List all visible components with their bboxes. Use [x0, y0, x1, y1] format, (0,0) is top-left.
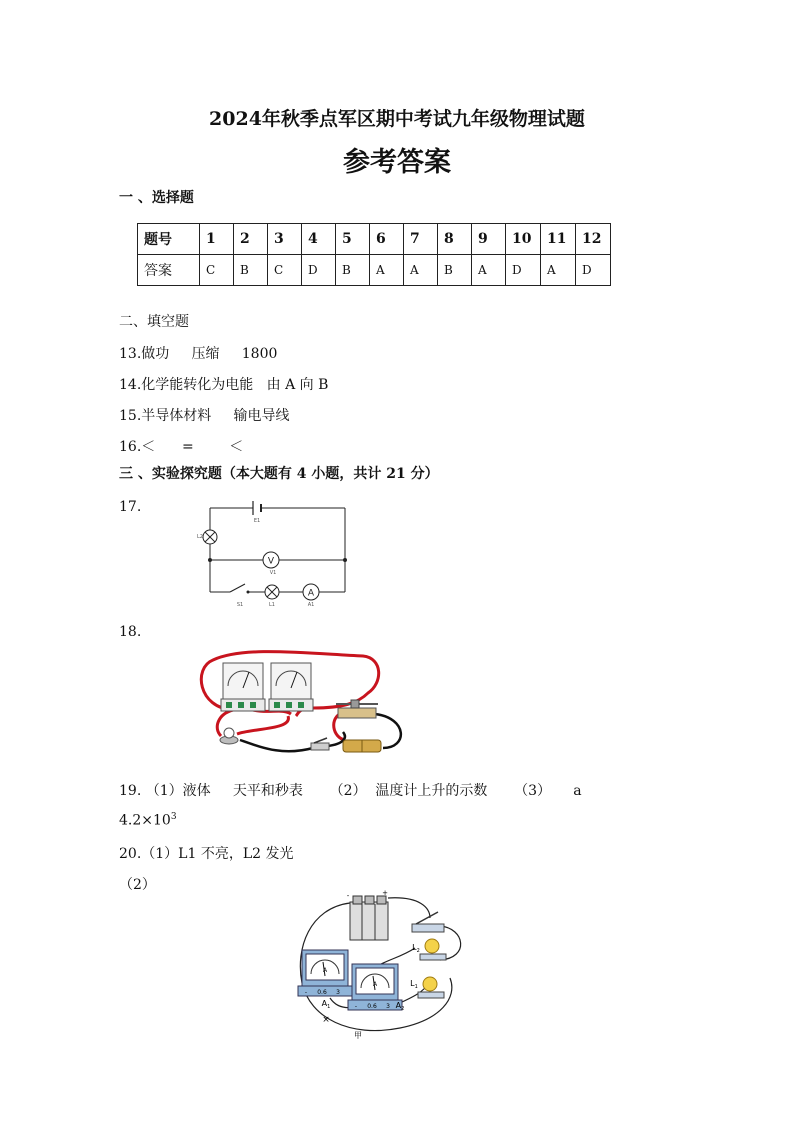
table-cell: B: [234, 255, 268, 286]
table-cell: 4: [302, 224, 336, 255]
section-2-heading: 二、填空题: [119, 314, 189, 330]
lamp-icon: [203, 530, 217, 544]
bulb-icon: [220, 728, 238, 744]
table-cell: 12: [576, 224, 611, 255]
table-row: [138, 224, 611, 255]
table-cell: 11: [541, 224, 576, 255]
table-cell: 8: [438, 224, 472, 255]
answer-20-line-2: （2）: [119, 877, 156, 893]
table-cell: C: [268, 255, 302, 286]
switch-icon: [311, 738, 329, 750]
ammeter-a2-subscript: 2: [401, 1006, 405, 1012]
circuit-picture-20: [290, 888, 474, 1048]
bulb-l2-label: [412, 943, 420, 954]
section-1-heading: 一 、选择题: [119, 190, 194, 206]
bulb-l1-subscript: 1: [414, 984, 418, 990]
table-cell: D: [576, 255, 611, 286]
a2-minus-terminal: -: [354, 1003, 358, 1010]
answer-17-label: 17.: [119, 499, 142, 515]
switch-label: S1: [236, 602, 244, 608]
table-cell: A: [404, 255, 438, 286]
a1-06-terminal: 0.6: [317, 989, 327, 996]
bulb-l2-icon: [420, 939, 446, 960]
table-cell: 10: [506, 224, 541, 255]
ammeter-symbol: A: [307, 588, 315, 599]
circuit-picture-18: [193, 648, 411, 760]
table-cell: 6: [370, 224, 404, 255]
battery-label: E1: [253, 518, 261, 524]
ammeter-a1-label: [322, 999, 331, 1010]
bulb-l2-letter: L: [412, 943, 417, 952]
answer-13: 13.做功 压缩 1800: [119, 346, 278, 362]
table-cell: 3: [268, 224, 302, 255]
cross-mark: ×: [322, 1015, 330, 1025]
bulb-l2-subscript: 2: [416, 948, 420, 954]
page-subtitle: 参考答案: [343, 147, 451, 178]
meter-icon: [269, 663, 313, 711]
ammeter-a2-letter: A: [395, 1001, 402, 1010]
bulb-l1-letter: L: [410, 979, 415, 988]
ammeter-a1-subscript: 1: [327, 1004, 331, 1010]
table-cell: D: [506, 255, 541, 286]
circuit-diagram-17: [190, 492, 360, 612]
page-title: 2024年秋季点军区期中考试九年级物理试题: [209, 108, 585, 130]
table-cell: 7: [404, 224, 438, 255]
bulb-l1-icon: [418, 977, 444, 998]
answer-14: 14.化学能转化为电能 由 A 向 B: [119, 377, 329, 393]
ammeter-icon: [303, 584, 319, 600]
voltmeter-label: V1: [269, 570, 277, 576]
switch-icon: [412, 912, 444, 932]
answer-16: 16.＜ = ＜: [119, 439, 244, 455]
battery-icon: [343, 740, 381, 752]
ammeter-a2-symbol: A: [372, 981, 378, 988]
table-cell: 5: [336, 224, 370, 255]
answer-19-value: 4.2×10: [119, 812, 171, 829]
figure-caption: 甲: [354, 1031, 362, 1040]
table-cell: A: [541, 255, 576, 286]
a2-06-terminal: 0.6: [367, 1003, 377, 1010]
answer-19-exponent: 3: [170, 812, 177, 822]
answer-15: 15.半导体材料 输电导线: [119, 408, 290, 424]
voltmeter-symbol: V: [267, 556, 275, 567]
battery-box-icon: [350, 896, 388, 940]
ammeter-a1-symbol: A: [322, 967, 328, 974]
ammeter-label: A1: [307, 602, 315, 608]
row-header: 答案: [138, 255, 200, 286]
lamp-l2-label: L2: [197, 534, 203, 540]
table-cell: A: [370, 255, 404, 286]
answer-18-label: 18.: [119, 624, 142, 640]
lamp-l1-label: L1: [269, 602, 275, 608]
answer-table: [137, 223, 611, 286]
answer-20-line-1: 20.（1）L1 不亮，L2 发光: [119, 846, 294, 862]
meter-icon: [221, 663, 265, 711]
table-cell: A: [472, 255, 506, 286]
lamp-icon: [265, 585, 279, 599]
a1-minus-terminal: -: [304, 989, 308, 996]
bulb-l1-label: [410, 979, 418, 990]
voltmeter-icon: [263, 552, 279, 568]
table-cell: 1: [200, 224, 234, 255]
a2-3-terminal: 3: [386, 1003, 390, 1010]
table-cell: B: [438, 255, 472, 286]
answer-19-line-2: [119, 812, 177, 829]
ammeter-a1-letter: A: [321, 999, 328, 1008]
rheostat-icon: [336, 700, 378, 718]
table-cell: D: [302, 255, 336, 286]
battery-minus-label: -: [346, 892, 350, 900]
table-cell: 2: [234, 224, 268, 255]
a1-3-terminal: 3: [336, 989, 340, 996]
section-3-heading: 三 、实验探究题（本大题有 4 小题，共计 21 分）: [119, 466, 439, 482]
table-cell: C: [200, 255, 234, 286]
row-header: 题号: [138, 224, 200, 255]
table-cell: B: [336, 255, 370, 286]
answer-19-line-1: 19. （1）液体 天平和秒表 （2） 温度计上升的示数 （3） a: [119, 783, 582, 799]
battery-plus-label: +: [382, 889, 388, 897]
table-cell: 9: [472, 224, 506, 255]
table-row: [138, 255, 611, 286]
